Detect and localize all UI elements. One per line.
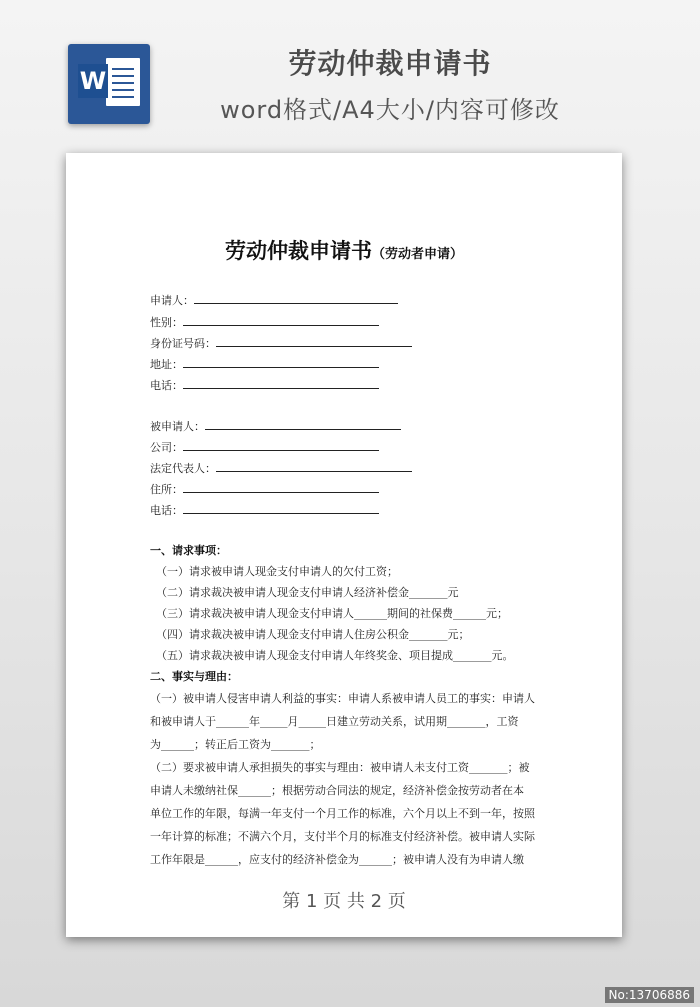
document-title-note: （劳动者申请） [371,247,463,262]
field-respondent-phone: 电话： [150,502,379,518]
field-respondent: 被申请人： [150,418,401,434]
facts-line: 单位工作的年限，每满一年支付一个月工作的标准，六个月以上不到一年，按照 [150,807,535,820]
field-residence: 住所： [150,481,379,497]
request-item: （三）请求裁决被申请人现金支付申请人______期间的社保费______元； [156,607,508,620]
page-number: 第 1 页 共 2 页 [282,891,406,912]
word-letter: W [78,64,108,98]
document-page [66,153,622,937]
facts-line: 为______；转正后工资为_______； [150,738,321,751]
facts-line: （一）被申请人侵害申请人利益的事实：申请人系被申请人员工的事实：申请人 [150,692,535,705]
request-item: （五）请求裁决被申请人现金支付申请人年终奖金、项目提成_______元。 [156,649,514,662]
header-title: 劳动仲裁申请书 [288,47,492,80]
document-sheet-icon [106,58,140,106]
section-requests-heading: 一、请求事项： [150,544,227,557]
section-facts-heading: 二、事实与理由： [150,670,238,683]
facts-line: 工作年限是______，应支付的经济补偿金为______；被申请人没有为申请人缴 [150,853,524,866]
facts-line: 和被申请人于______年_____月_____日建立劳动关系，试用期_______，工资 [150,715,519,728]
field-gender: 性别： [150,314,379,330]
request-item: （二）请求裁决被申请人现金支付申请人经济补偿金_______元 [156,586,459,599]
facts-line: 一年计算的标准；不满六个月，支付半个月的标准支付经济补偿。被申请人实际 [150,830,535,843]
field-address: 地址： [150,356,379,372]
field-applicant: 申请人： [150,292,398,308]
request-item: （一）请求被申请人现金支付申请人的欠付工资； [156,565,398,578]
document-title-main: 劳动仲裁申请书 [224,238,372,263]
field-company: 公司： [150,439,379,455]
header-subtitle: word格式/A4大小/内容可修改 [220,96,560,124]
image-id-label: No:13706886 [605,987,694,1003]
facts-line: （二）要求被申请人承担损失的事实与理由：被申请人未支付工资_______；被 [150,761,530,774]
document-title [66,235,622,265]
facts-line: 申请人未缴纳社保______；根据劳动合同法的规定，经济补偿金按劳动者在本 [150,784,524,797]
field-phone: 电话： [150,377,379,393]
word-app-icon [68,44,150,124]
field-id-number: 身份证号码： [150,335,412,351]
request-item: （四）请求裁决被申请人现金支付申请人住房公积金_______元； [156,628,470,641]
field-legal-rep: 法定代表人： [150,460,412,476]
